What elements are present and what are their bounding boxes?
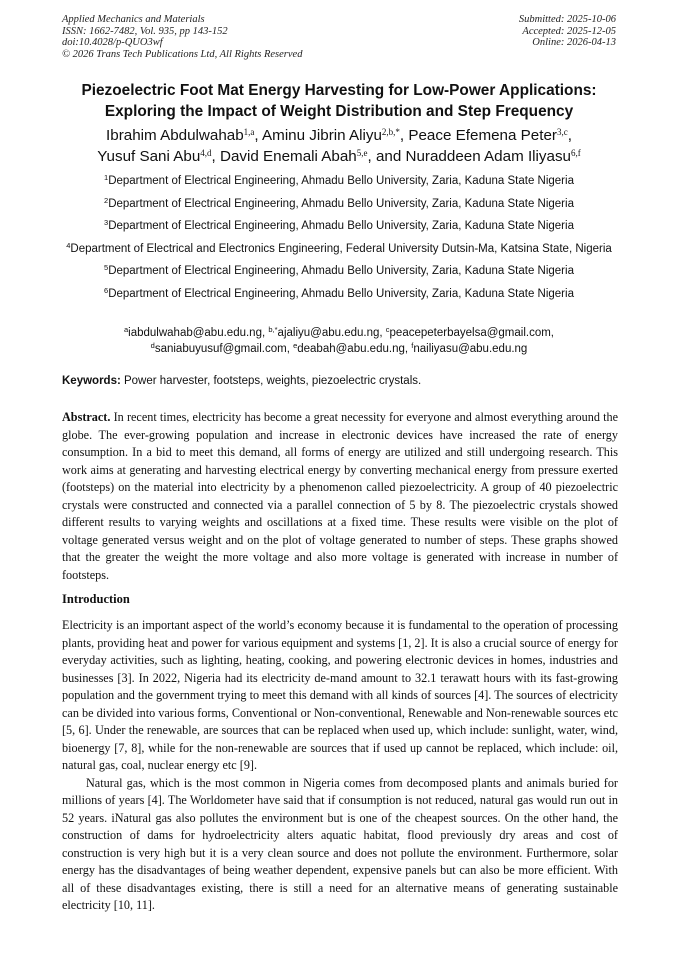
author-separator: , [399, 127, 409, 144]
email-link[interactable]: iabdulwahab@abu.edu.ng [128, 327, 262, 339]
title-line-2: Exploring the Impact of Weight Distribution and Step Frequency [104, 103, 574, 120]
affiliation-text: Department of Electrical and Electronics Engineering, Federal University Dutsin-Ma, Katsina State, Nigeria [70, 242, 612, 255]
author-affiliation-marker: 4,d [200, 148, 212, 158]
affiliation-text: Department of Electrical Engineering, Ahmadu Bello University, Zaria, Kaduna State Nigeria [108, 197, 574, 210]
keywords [62, 373, 618, 389]
author-affiliation-marker: 5,e [356, 148, 368, 158]
publication-dates [519, 14, 616, 49]
author-name: Peace Efemena Peter [408, 127, 557, 144]
author-list [50, 125, 628, 167]
online-date: Online: 2026-04-13 [532, 37, 616, 48]
email-separator: , [550, 327, 554, 339]
author-affiliation-marker: 6,f [571, 148, 581, 158]
submitted-date: Submitted: 2025-10-06 [518, 14, 616, 25]
introduction-body [62, 617, 618, 915]
affiliation-item [50, 196, 628, 212]
email-link[interactable]: ajaliyu@abu.edu.ng [277, 327, 380, 339]
email-link[interactable]: peacepeterbayelsa@gmail.com [389, 327, 551, 339]
affiliation-item [50, 218, 628, 234]
author-name: Yusuf Sani Abu [97, 148, 201, 165]
author-separator: , [211, 148, 220, 165]
doi-link[interactable]: doi:10.4028/p-QUO3wf [62, 37, 163, 48]
affiliation-marker: 4 [66, 240, 71, 250]
author-line-1 [50, 125, 628, 146]
email-separator: , [379, 327, 386, 339]
copyright-notice: © 2026 Trans Tech Publications Ltd, All Rights Reserved [62, 48, 303, 60]
abstract-label: Abstract. [62, 410, 111, 424]
author-line-2 [50, 146, 628, 167]
journal-header [62, 14, 302, 60]
email-link[interactable]: saniabuyusuf@gmail.com [154, 343, 287, 355]
email-separator: , [261, 327, 269, 339]
affiliation-item [50, 241, 628, 257]
author-separator: , and [367, 148, 406, 165]
paper-title [50, 80, 628, 122]
affiliation-text: Department of Electrical Engineering, Ahmadu Bello University, Zaria, Kaduna State Nigeria [108, 287, 574, 300]
affiliation-marker: 5 [104, 263, 109, 272]
affiliation-list [50, 173, 628, 308]
email-line-1 [50, 325, 628, 341]
author-name: Nuraddeen Adam Iliyasu [405, 148, 571, 165]
email-marker: b,* [268, 325, 278, 334]
email-marker: a [123, 325, 129, 334]
paragraph: Natural gas, which is the most common in Nigeria comes from decomposed plants and animals buried for millions of years [4]. The Worldometer have said that if consumption is not reduced, natural gas would run out in 52 years. iNatural gas also pollutes the environment but is one of the cheapest sources. On the other hand, the construction of dams for hydroelectricity alters aquatic habitat, flood previously dry areas and cost of construction is very high but it is a very clean source and does not pollute the environment. Furthermore, solar energy has the disadvantages of being weather dependent, expensive panels but can also be more efficient. With all of these disadvantages existing, there is still a need for an alternative means of generating sustainable electricity [10, 11]. [62, 775, 618, 912]
affiliation-item [50, 263, 628, 279]
email-link[interactable]: nailiyasu@abu.edu.ng [413, 343, 528, 355]
affiliation-marker: 6 [104, 285, 109, 295]
email-marker: d [150, 341, 155, 350]
author-separator: , [254, 127, 263, 144]
keywords-text: Power harvester, footsteps, weights, piezoelectric crystals. [120, 375, 422, 387]
email-marker: f [411, 341, 414, 350]
section-heading-introduction: Introduction [62, 592, 130, 606]
email-line-2 [50, 341, 628, 357]
keywords-label: Keywords: [62, 375, 121, 387]
accepted-date: Accepted: 2025-12-05 [522, 25, 616, 37]
email-separator: , [286, 343, 294, 355]
abstract [62, 409, 618, 584]
affiliation-item [50, 286, 628, 302]
author-affiliation-marker: 2,b,* [381, 127, 400, 137]
author-affiliation-marker: 1,a [243, 127, 255, 137]
paragraph: Electricity is an important aspect of the world’s economy because it is fundamental to the operation of processing plants, providing heat and power for various equipment and systems [1, 2]. It is also a crucial source of energy for everyday activities, such as lighting, heating, cooking, and powering electronic devices in homes, industries and businesses [3]. In 2022, Nigeria had its electricity de-mand amount to 32.1 terawatt hours with its fast-growing population and the government trying to meet this demand with all kinds of sources [4]. The sources of electricity can be divided into various forms, Conventional or Non-conventional, Renewable and Non-renewable sources etc [5, 6]. Under the renewable, are sources that can be replaced when used up, which include: sunlight, water, wind, bioenergy [7, 8], while for the non-renewable are sources that if used up cannot be replaced, which include: oil, natural gas, coal, nuclear energy etc [9]. [62, 618, 618, 772]
affiliation-marker: 3 [104, 218, 109, 227]
author-name: Ibrahim Abdulwahab [106, 127, 244, 144]
email-separator: , [404, 343, 412, 355]
email-list [50, 325, 628, 357]
affiliation-marker: 2 [104, 195, 109, 205]
affiliation-text: Department of Electrical Engineering, Ahmadu Bello University, Zaria, Kaduna State Nigeria [108, 265, 574, 277]
affiliation-marker: 1 [104, 173, 109, 182]
affiliation-text: Department of Electrical Engineering, Ahmadu Bello University, Zaria, Kaduna State Nigeria [108, 175, 574, 187]
email-marker: c [385, 325, 390, 334]
email-link[interactable]: deabah@abu.edu.ng [297, 343, 405, 355]
author-separator: , [567, 127, 572, 144]
author-affiliation-marker: 3,c [556, 127, 568, 137]
author-name: David Enemali Abah [219, 148, 357, 165]
affiliation-text: Department of Electrical Engineering, Ahmadu Bello University, Zaria, Kaduna State Nigeria [108, 220, 574, 232]
journal-name: Applied Mechanics and Materials [62, 14, 205, 25]
journal-issn: ISSN: 1662-7482, Vol. 935, pp 143-152 [62, 25, 228, 37]
title-line-1: Piezoelectric Foot Mat Energy Harvesting for Low-Power Applications: [81, 82, 597, 99]
author-name: Aminu Jibrin Aliyu [262, 127, 382, 144]
email-marker: e [293, 341, 298, 350]
abstract-text: In recent times, electricity has become a great necessity for everyone and almost everything around the globe. The ever-growing population and increase in electronic devices have increased the rate of energy consumption. In a bid to meet this demand, all forms of energy are utilized and still undergoing research. This work aims at generating and harvesting electrical energy by converting mechanical energy from pressure exerted (footsteps) on the material into electricity by a phenomenon called piezoelectricity. A group of 40 piezoelectric crystals were constructed and connected via a parallel connection of 5 by 8. The piezoelectric crystals showed different results to varying weights and oscillations at a fixed time. These results were visible on the plot of voltage generated versus weight and on the plot of voltage generated to number of steps. These graphs showed that the greater the weight the more voltage and also more voltage is generated with increase in number of footsteps. [62, 410, 618, 582]
affiliation-item [50, 173, 628, 189]
